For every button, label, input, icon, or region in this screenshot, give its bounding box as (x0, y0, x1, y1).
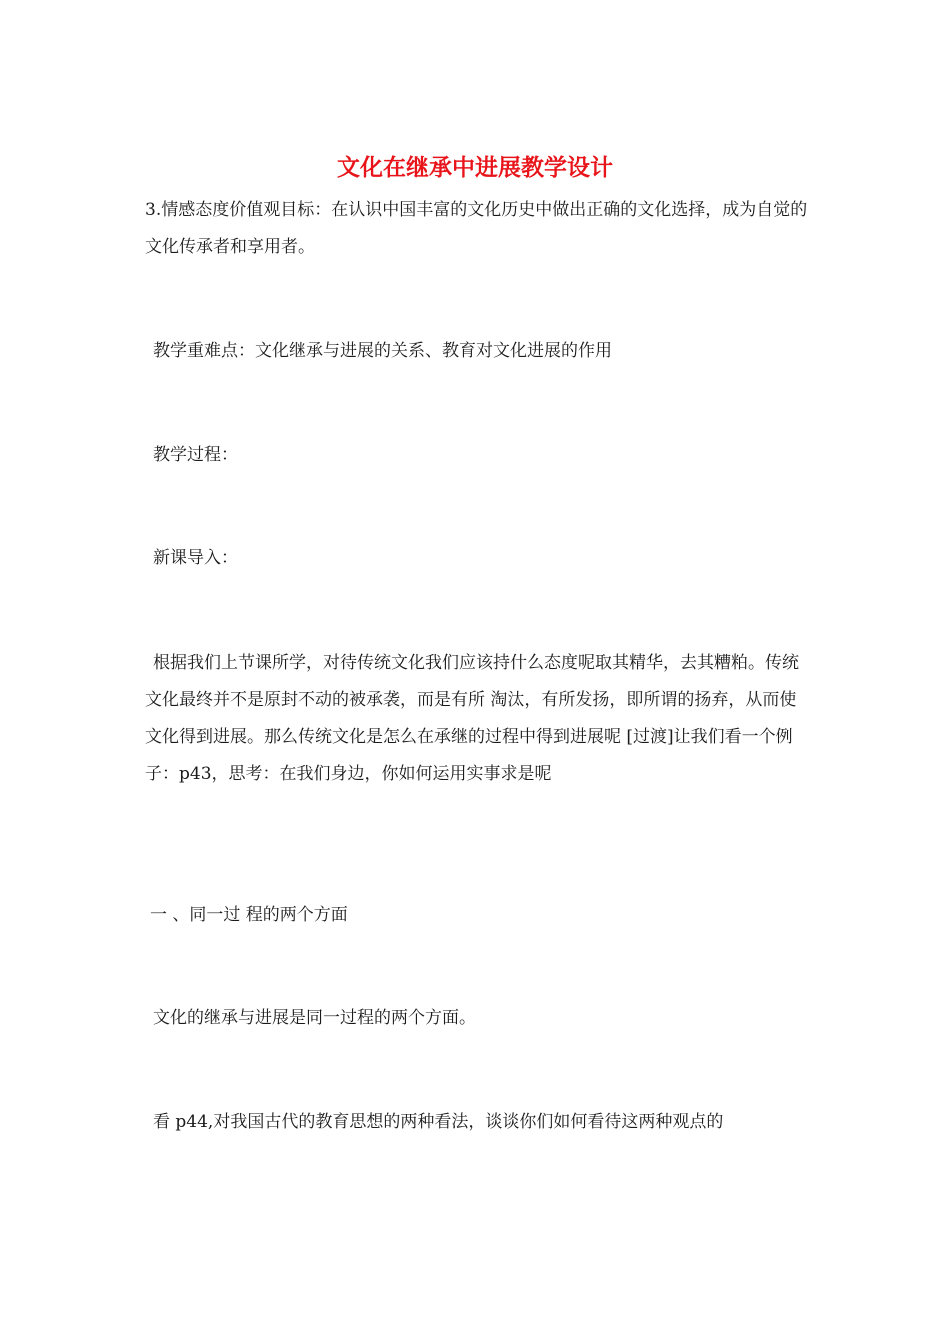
section-heading-one: 一 、同一过 程的两个方面 (150, 905, 348, 925)
paragraph-key-points: 教学重难点：文化继承与进展的关系、教育对文化进展的作用 (153, 341, 612, 361)
paragraph-intro-body: 根据我们上节课所学，对待传统文化我们应该持什么态度呢取其精华，去其糟粕。传统文化最终并不是原封不动的被承袭，而是有所 淘汰，有所发扬，即所谓的扬弃，从而使文化得到进展。那么传统文化是怎么在承继的过程中得到进展呢 [过渡]让我们看一个例子：p43，思考：在我们身边，你如何运用实事求是呢 (145, 653, 799, 784)
paragraph-process-heading: 教学过程： (153, 445, 238, 465)
document-title: 文化在继承中进展教学设计 (337, 154, 613, 181)
paragraph-affective-goal: 3.情感态度价值观目标：在认识中国丰富的文化历史中做出正确的文化选择，成为自觉的文化传承者和享用者。 (145, 200, 808, 257)
paragraph-section-one-body: 文化的继承与进展是同一过程的两个方面。 (153, 1008, 476, 1028)
paragraph-intro-heading: 新课导入： (153, 548, 238, 568)
paragraph-p44: 看 p44,对我国古代的教育思想的两种看法，谈谈你们如何看待这两种观点的 (153, 1112, 724, 1132)
